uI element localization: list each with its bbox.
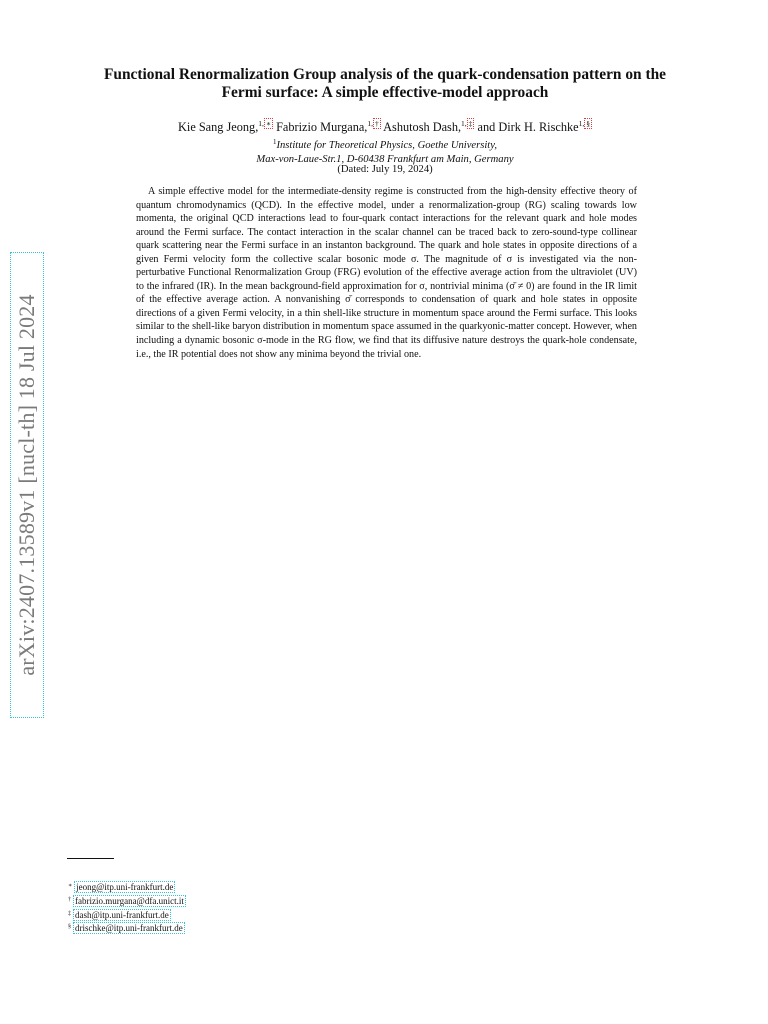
abstract: A simple effective model for the intermediate-density regime is constructed from the high-density effective theory of quantum chromodynamics (QCD). In the effective model, under a renormalization-group (RG) scaling towards low momenta, the original QCD interactions lead to four-quark contact interactions for the relevant quark and hole modes around the Fermi surface. The contact interaction in the scalar channel can be traced back to zero-sound-type collinear quark scattering near the Fermi surface in an instanton background. The quark and hole states in opposite directions of a given Fermi velocity form the collective scalar bosonic mode σ. The magnitude of σ is investigated via the non-perturbative Functional Renormalization Group (FRG) evolution of the effective average action from the ultraviolet (UV) to the infrared (IR). In the mean background-field approximation for σ, nontrivial minima (σ̄ ≠ 0) are found in the IR limit of the effective average action. A nonvanishing σ̄ corresponds to condensation of quark and hole states in opposite directions of a given Fermi velocity, in a thin shell-like structure in momentum space around the Fermi surface. This looks similar to the shell-like baryon distribution in momentum space assumed in the quarkyonic-matter concept. However, when including a dynamic bosonic σ-mode in the RG flow, we find that its diffusive nature destroys the quark-hole condensate, i.e., the IR potential does not show any minima beyond the trivial one.: [136, 186, 637, 360]
affiliation-line-2: Max-von-Laue-Str.1, D-60438 Frankfurt am Main, Germany: [256, 153, 514, 165]
footnote-list: [68, 880, 368, 935]
author-affiliation-number: 1,: [258, 119, 264, 128]
affiliation-line-1: Institute for Theoretical Physics, Goethe University,: [276, 140, 498, 151]
email-link[interactable]: jeong@itp.uni-frankfurt.de: [76, 882, 174, 892]
title-line-1: Functional Renormalization Group analysis of the quark-condensation pattern on the: [104, 66, 666, 83]
email-link[interactable]: dash@itp.uni-frankfurt.de: [75, 909, 169, 920]
email-link[interactable]: drischke@itp.uni-frankfurt.de: [75, 923, 183, 934]
author-list: [60, 117, 710, 134]
footnote-mark-link[interactable]: †: [375, 119, 379, 128]
footnote-divider: [67, 858, 114, 859]
paper-title: [60, 66, 710, 102]
footnote-mark: †: [68, 896, 71, 903]
author-affiliation-number: 1,: [367, 119, 374, 128]
footnote-mark: ‡: [68, 910, 71, 917]
footnote-item: [68, 908, 368, 922]
footnote-mark: ∗: [68, 883, 73, 889]
arxiv-identifier-stamp[interactable]: [10, 252, 44, 718]
footnote-mark: §: [68, 924, 71, 931]
footnote-mark-link[interactable]: §: [586, 119, 590, 128]
affiliation-number: 1: [272, 138, 277, 146]
author-name: and Dirk H. Rischke: [474, 120, 579, 134]
title-line-2: Fermi surface: A simple effective-model approach: [221, 84, 549, 101]
email-link[interactable]: fabrizio.murgana@dfa.unict.it: [75, 895, 184, 906]
author-name: Ashutosh Dash,: [380, 120, 462, 134]
footnote-mark-link[interactable]: ∗: [265, 119, 272, 128]
footnote-item: [68, 894, 368, 908]
date-line: (Dated: July 19, 2024): [337, 164, 433, 175]
footnote-mark-link[interactable]: ‡: [468, 119, 473, 128]
affiliation-block: [60, 136, 710, 166]
author-affiliation-number: 1,: [461, 119, 467, 128]
author-name: Fabrizio Murgana,: [273, 120, 368, 134]
footnote-item: [68, 880, 368, 894]
author-name: Kie Sang Jeong,: [178, 120, 259, 134]
arxiv-identifier-text: arXiv:2407.13589v1 [nucl-th] 18 Jul 2024: [14, 294, 39, 676]
author-affiliation-number: 1,: [578, 119, 585, 128]
footnote-item: [68, 921, 368, 935]
